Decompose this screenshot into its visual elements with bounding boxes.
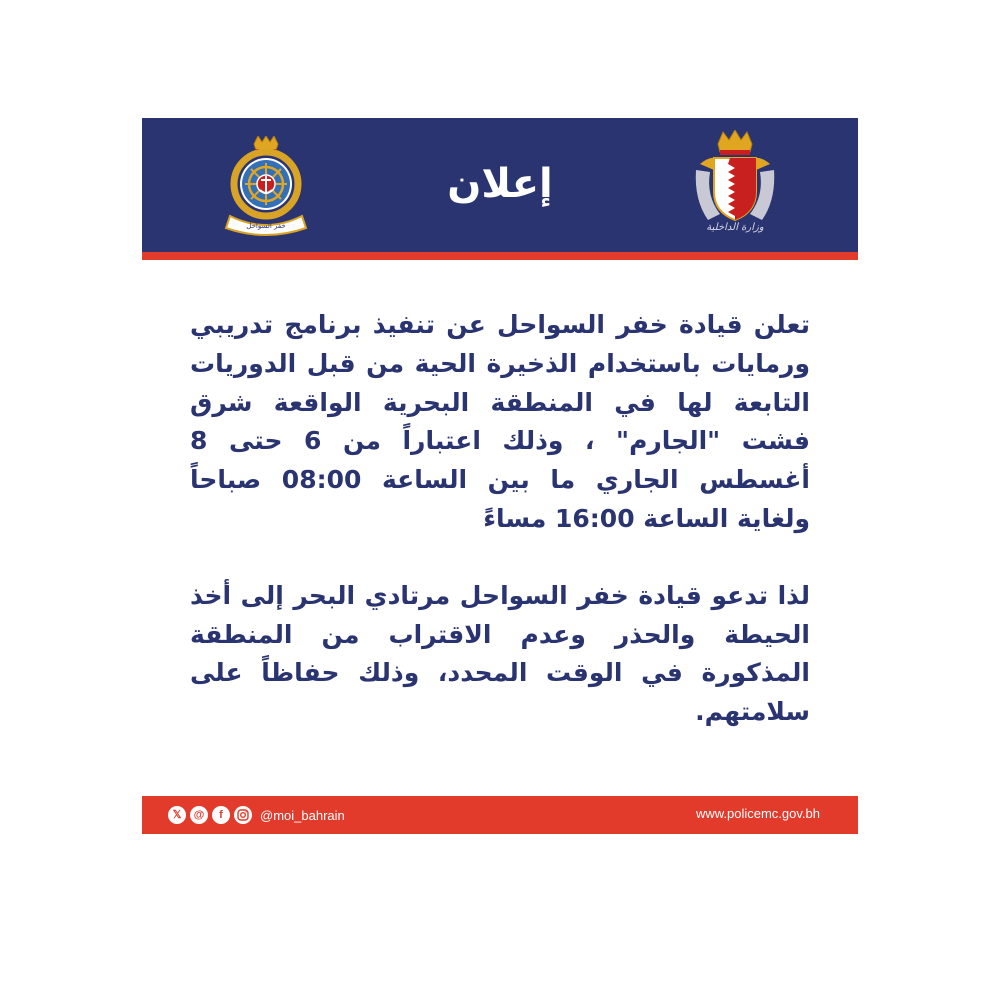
- website-link[interactable]: www.policemc.gov.bh: [695, 806, 820, 821]
- header-banner: [142, 118, 858, 252]
- announcement-paragraph-1: تعلن قيادة خفر السواحل عن تنفيذ برنامج تدريبي ورمايات باستخدام الذخيرة الحية من قبل الدوريات التابعة لها في المنطقة البحرية الواقعة شرق فشت "الجارم" ، وذلك اعتباراً من 6 حتى 8 أغسطس الجاري ما بين الساعة 08:00 صباحاً ولغاية الساعة 16:00 مساءً: [190, 310, 810, 533]
- threads-icon[interactable]: @: [190, 806, 208, 824]
- facebook-icon[interactable]: f: [212, 806, 230, 824]
- announcement-card: [142, 118, 858, 834]
- x-icon[interactable]: 𝕏: [168, 806, 186, 824]
- announcement-body: [190, 306, 810, 732]
- announcement-paragraph-2: لذا تدعو قيادة خفر السواحل مرتادي البحر إلى أخذ الحيطة والحذر وعدم الاقتراب من المنطقة المذكورة في الوقت المحدد، وذلك حفاظاً على سلامتهم.: [190, 580, 810, 727]
- instagram-icon[interactable]: [234, 806, 252, 824]
- page-title: إعلان: [447, 161, 553, 207]
- coast-guard-emblem-text: خفر السواحل: [246, 222, 286, 230]
- ministry-name: وزارة الداخلية: [706, 222, 764, 233]
- social-links: [168, 805, 345, 825]
- social-handle[interactable]: @moi_bahrain: [260, 807, 345, 823]
- header-red-stripe: [142, 252, 858, 260]
- footer-bar: [142, 796, 858, 834]
